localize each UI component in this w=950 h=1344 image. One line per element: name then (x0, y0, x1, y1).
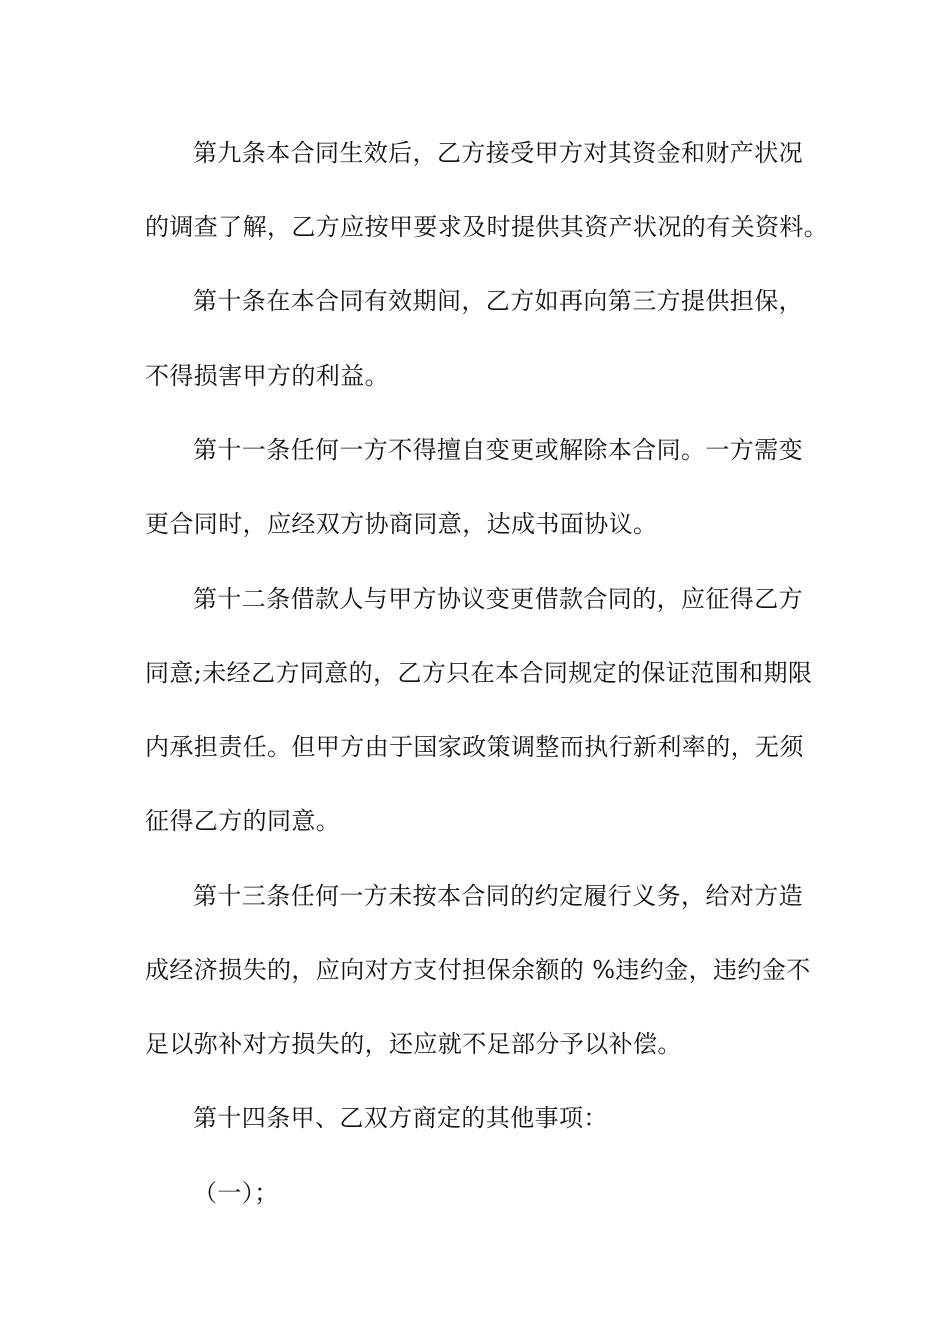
article-12-line-1: 第十二条借款人与甲方协议变更借款合同的，应征得乙方 (193, 585, 803, 613)
article-9-line-1: 第九条本合同生效后，乙方接受甲方对其资金和财产状况 (193, 139, 803, 167)
article-13-line-2: 成经济损失的，应向对方支付担保余额的 %违约金，违约金不 (145, 956, 811, 984)
article-13-line-1: 第十三条任何一方未按本合同的约定履行义务，给对方造 (193, 882, 803, 910)
article-11-line-2: 更合同时，应经双方协商同意，达成书面协议。 (145, 510, 658, 538)
article-10-line-2: 不得损害甲方的利益。 (145, 362, 389, 390)
article-12-line-2: 同意;未经乙方同意的，乙方只在本合同规定的保证范围和期限 (145, 659, 813, 687)
article-9-line-2: 的调查了解，乙方应按甲要求及时提供其资产状况的有关资料。 (145, 213, 829, 241)
article-14-line-1: 第十四条甲、乙双方商定的其他事项： (193, 1104, 608, 1132)
article-12-line-4: 征得乙方的同意。 (145, 807, 341, 835)
article-14-item-1: （一）； (193, 1179, 279, 1207)
article-11-line-1: 第十一条任何一方不得擅自变更或解除本合同。一方需变 (193, 436, 803, 464)
article-10-line-1: 第十条在本合同有效期间，乙方如再向第三方提供担保， (193, 287, 803, 315)
article-12-line-3: 内承担责任。但甲方由于国家政策调整而执行新利率的，无须 (145, 733, 804, 761)
article-13-line-3: 足以弥补对方损失的，还应就不足部分予以补偿。 (145, 1030, 682, 1058)
